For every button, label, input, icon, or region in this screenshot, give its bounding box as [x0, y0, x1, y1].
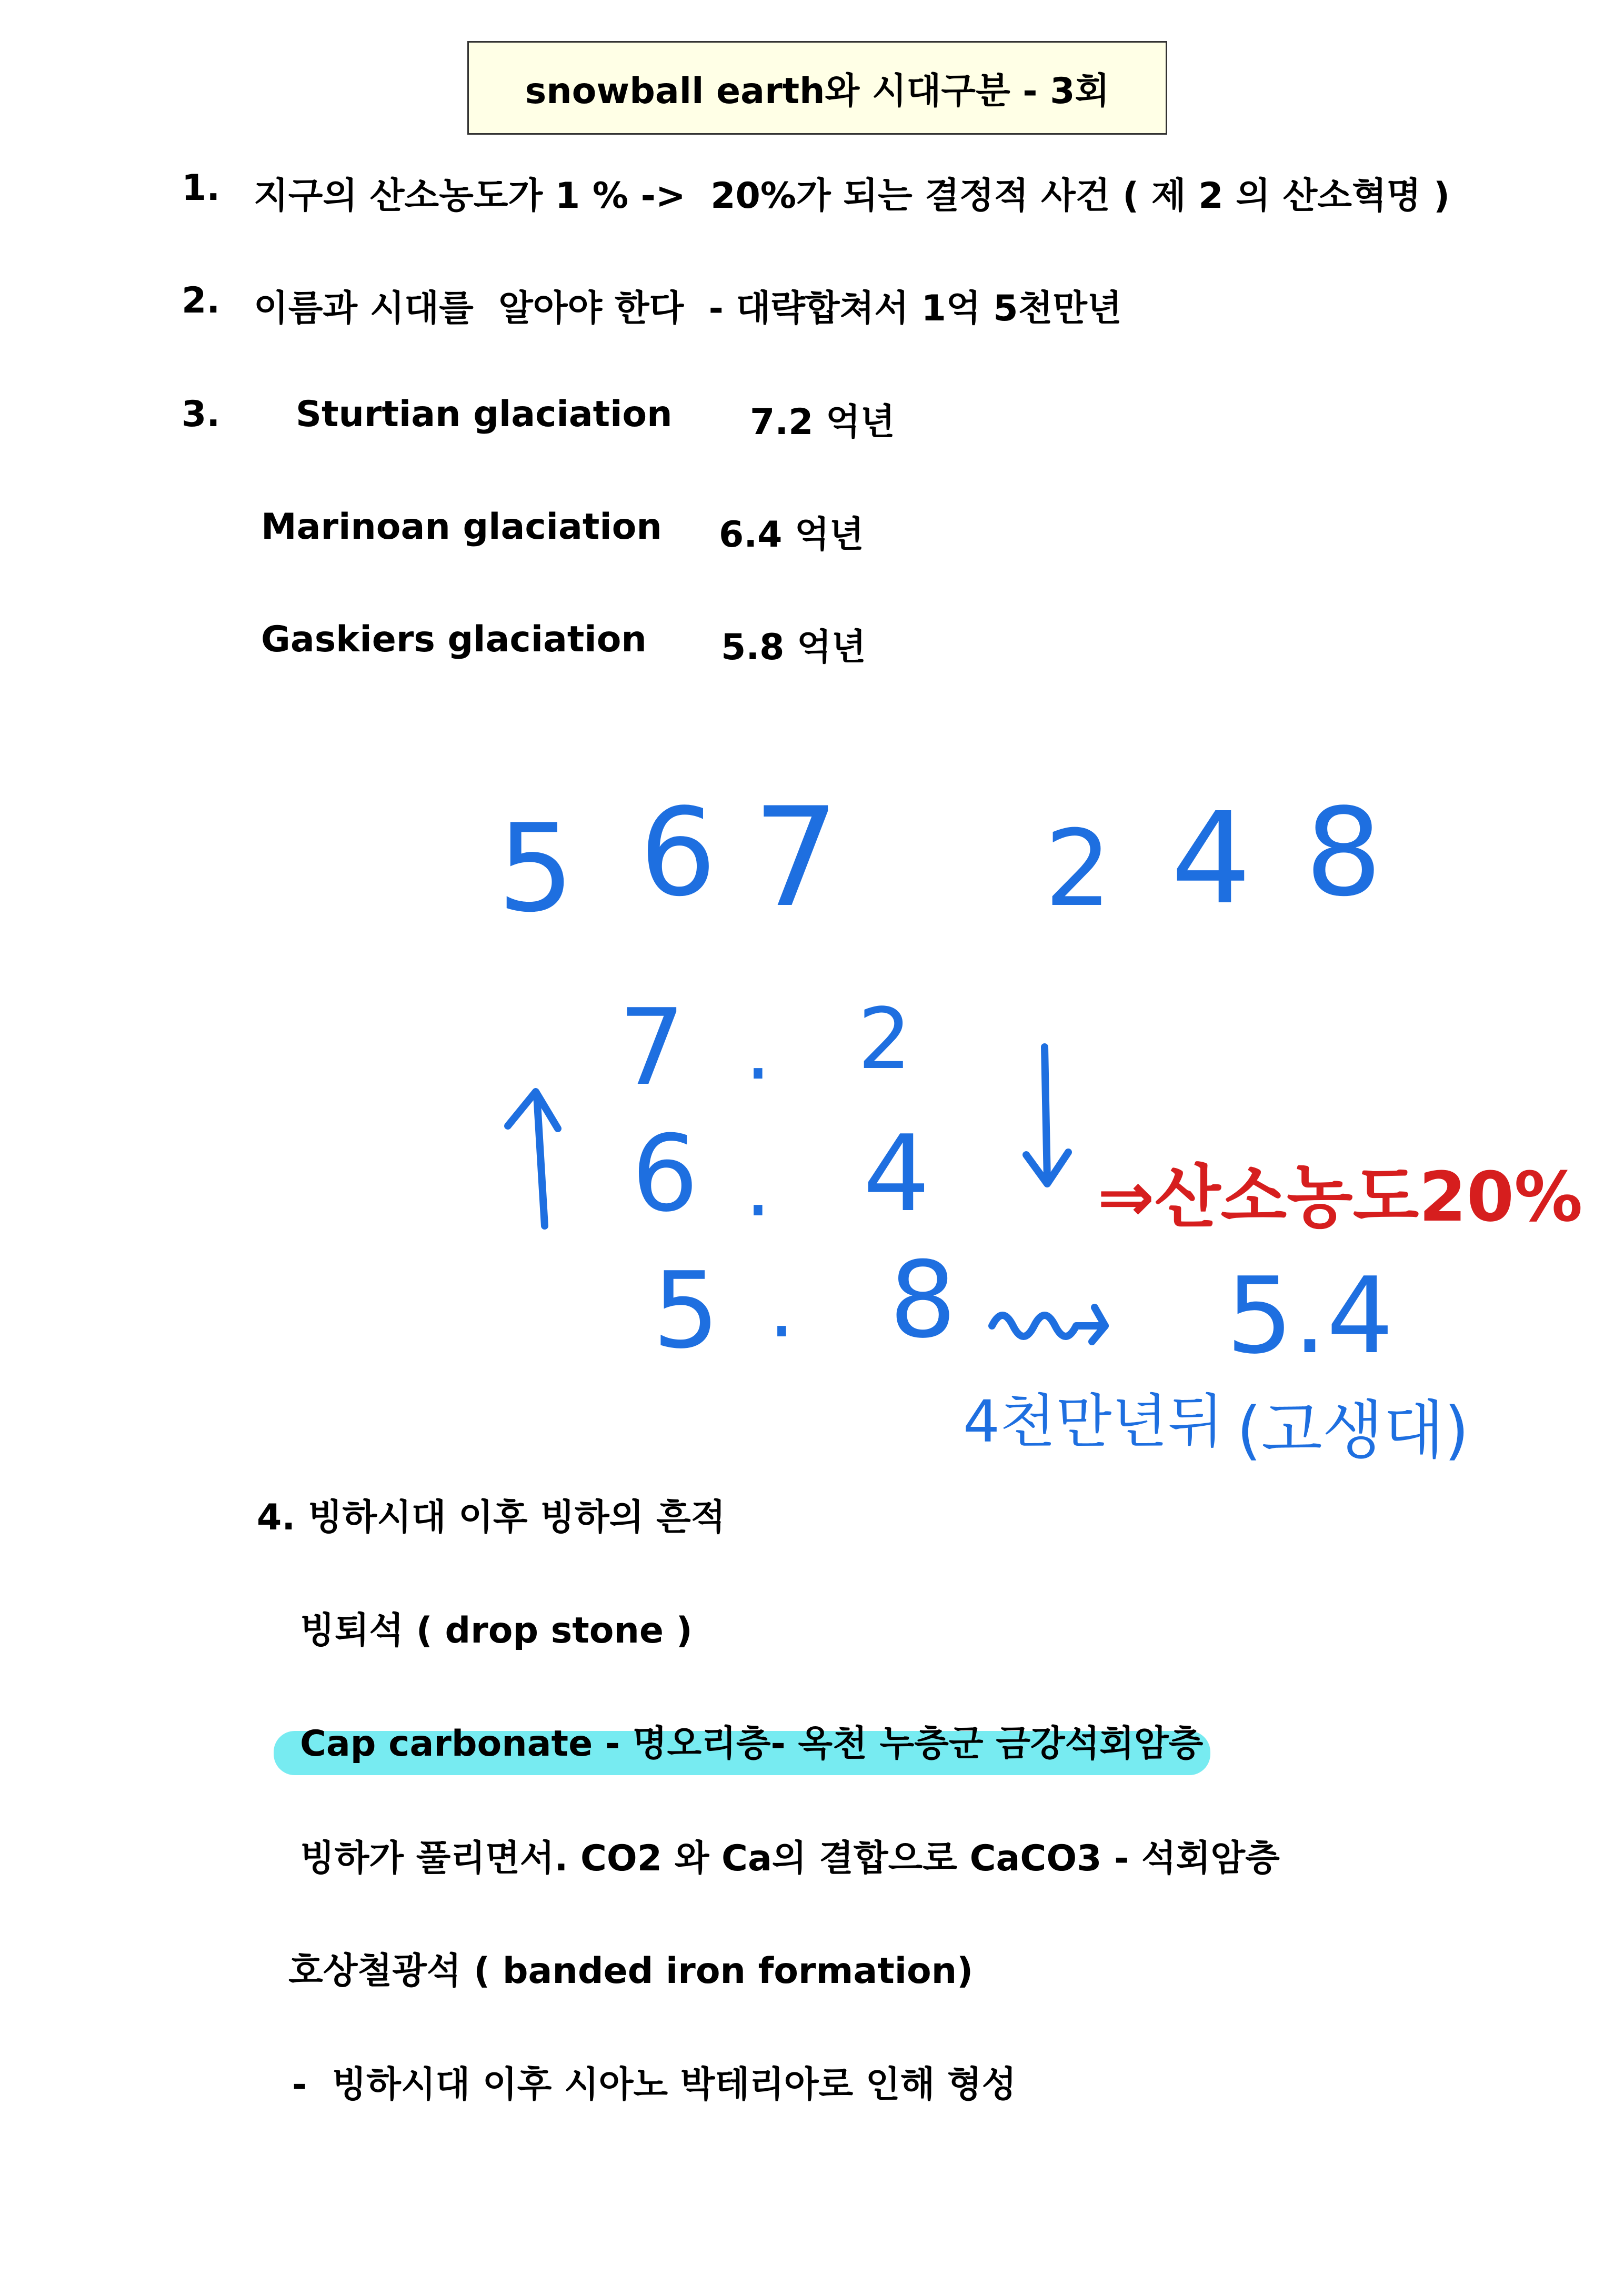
hw-row1-a: 7	[618, 986, 686, 1109]
item-1-text: 지구의 산소농도가 1 % -> 20%가 되는 결정적 사건 ( 제 2 의 산소혁명 )	[254, 175, 1450, 217]
sturtian-value: 7.2 억년	[750, 401, 895, 443]
section4-cyanobacteria: - 빙하시대 이후 시아노 박테리아로 인해 형성	[292, 2064, 1017, 2106]
gaskiers-name: Gaskiers glaciation	[261, 619, 647, 660]
hw-number-2: 2	[1045, 808, 1112, 930]
sturtian-name: Sturtian glaciation	[296, 394, 673, 435]
squiggle-arrow-icon	[992, 1315, 1105, 1336]
hw-number-4: 4	[1171, 785, 1251, 932]
hw-row2-dot: .	[745, 1137, 771, 1235]
red-oxygen-note: ⇒산소농도20%	[1097, 1157, 1583, 1237]
page-title: snowball earth와 시대구분 - 3회	[467, 41, 1167, 135]
section4-cap-carbonate: Cap carbonate - 명오리층- 옥천 누층군 금강석회암층	[300, 1723, 1204, 1765]
hw-row2-a: 6	[631, 1113, 699, 1235]
section4-heading: 4. 빙하시대 이후 빙하의 흔적	[257, 1497, 726, 1538]
hw-after-note: 4천만년뒤	[963, 1388, 1224, 1455]
item-3-number: 3.	[182, 394, 220, 435]
item-2-text: 이름과 시대를 알아야 한다 - 대략합쳐서 1억 5천만년	[254, 288, 1122, 329]
gaskiers-value: 5.8 억년	[721, 627, 866, 668]
hw-number-5: 5	[497, 799, 575, 939]
hw-row2-b: 4	[863, 1113, 930, 1235]
hw-row3-a: 5	[653, 1250, 720, 1372]
section4-caco3: 빙하가 풀리면서. CO2 와 Ca의 결합으로 CaCO3 - 석회암층	[300, 1838, 1280, 1879]
down-arrow-icon	[1045, 1047, 1047, 1181]
hw-number-6: 6	[639, 783, 717, 923]
marinoan-name: Marinoan glaciation	[261, 506, 662, 548]
section4-dropstone: 빙퇴석 ( drop stone )	[300, 1610, 693, 1651]
hw-row1-dot: .	[745, 1000, 771, 1099]
item-1-number: 1.	[182, 167, 220, 209]
hw-number-7: 7	[753, 779, 840, 938]
hw-result-value: 5.4	[1226, 1255, 1394, 1377]
hw-row3-dot: .	[768, 1258, 795, 1356]
section4-bif: 호상철광석 ( banded iron formation)	[288, 1950, 974, 1992]
hw-row1-b: 2	[858, 990, 911, 1088]
item-2-number: 2.	[182, 280, 220, 321]
hw-row3-b: 8	[889, 1239, 957, 1362]
hw-number-8: 8	[1305, 783, 1382, 923]
hw-paren-note: (고생대)	[1237, 1394, 1469, 1467]
up-arrow-icon	[537, 1094, 545, 1226]
marinoan-value: 6.4 억년	[719, 514, 864, 556]
